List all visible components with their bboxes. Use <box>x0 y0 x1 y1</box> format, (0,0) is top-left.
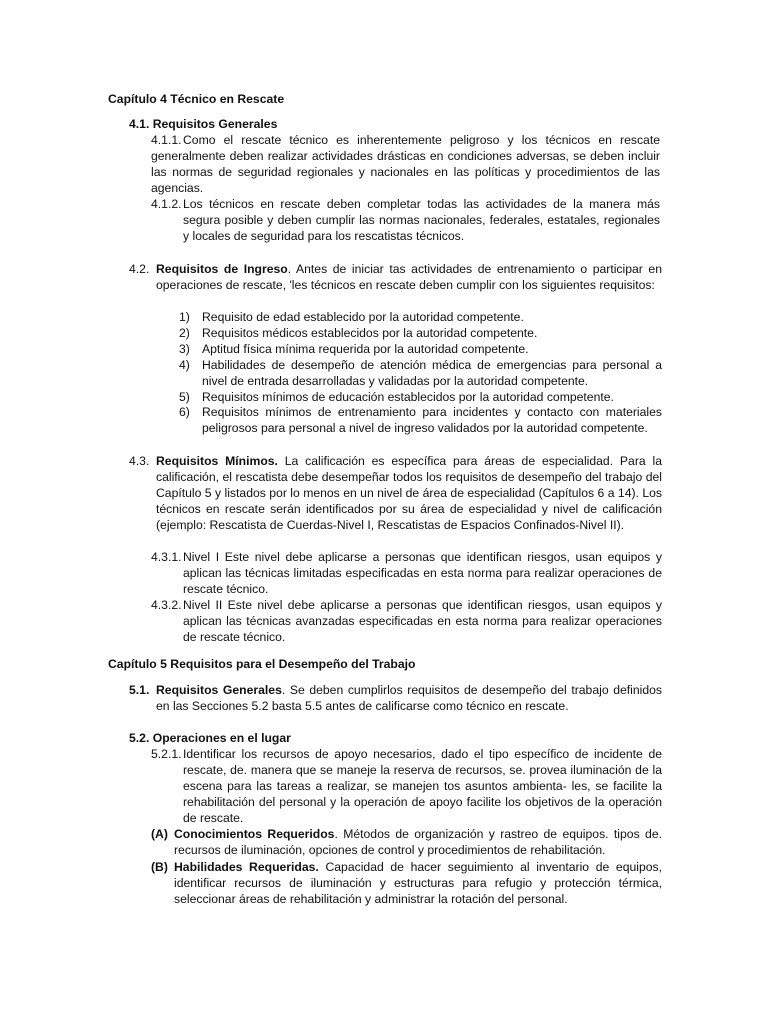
subsection-body: . Métodos de organización y rastreo de equipos. tipos de. recursos de iluminación, opciones de control y procedimientos de rehabilitación. <box>174 827 662 857</box>
section-number: 4.3. <box>129 454 150 468</box>
section-text: La calificación es específica para áreas de especialidad. Para la calificación, el rescatista debe desempeñar todos los requisitos de desempeño del trabajo del Capítulo 5 y listados por lo menos en un nivel de área de especialidad (Capítulos 6 a 14). Los técnicos en rescate serán identificados por su área de especialidad y nivel de calificación (ejemplo: Rescatista de Cuerdas-Nivel I, Rescatistas de Espacios Confinados-Nivel II). <box>156 454 662 532</box>
section-text: . Antes de iniciar tas actividades de entrenamiento o participar en operaciones de rescate, 'les técnicos en rescate deben cumplir con los siguientes requisitos: <box>156 262 662 292</box>
subsection-text <box>151 827 662 859</box>
section-number: 5.1. <box>129 683 150 697</box>
chapter-5-title: Capítulo 5 Requisitos para el Desempeño del Trabajo <box>108 657 416 671</box>
list-item <box>179 342 662 358</box>
section-4-3 <box>129 454 662 534</box>
list-item-number: 1) <box>179 310 190 324</box>
list-item-number: 2) <box>179 325 190 340</box>
list-item-text: Requisitos mínimos de educación establecidos por la autoridad competente. <box>202 389 614 404</box>
paragraph-body: Como el rescate técnico es inherentemente peligroso y los técnicos en rescate generalmente deben realizar actividades drásticas en condiciones adversas, se deben incluir las normas de seguridad regionales y nacionales en las políticas y procedimientos de las agencias. <box>151 133 660 195</box>
paragraph-text <box>151 598 662 646</box>
list-item-number: 4) <box>179 357 190 372</box>
paragraph-4-1-1 <box>151 133 660 197</box>
section-title: Requisitos Mínimos. <box>156 454 278 468</box>
list-item <box>179 310 662 326</box>
paragraph-body: Los técnicos en rescate deben completar todas las actividades de la manera más segura posible y deben cumplir las normas nacionales, federales, estatales, regionales y locales de seguridad para los rescatistas técnicos. <box>183 197 660 243</box>
paragraph-number: 5.2.1. <box>151 747 182 761</box>
subsection-b <box>151 860 662 908</box>
subsection-label: (A) <box>151 827 168 841</box>
paragraph-body: Nivel I Este nivel debe aplicarse a personas que identifican riesgos, usan equipos y aplican las técnicas limitadas especificadas en esta norma para realizar operaciones de rescate técnico. <box>183 550 662 596</box>
paragraph-text <box>151 747 662 827</box>
list-item-number: 3) <box>179 341 190 356</box>
section-4-3-intro <box>129 454 662 534</box>
section-text: . Se deben cumplirlos requisitos de desempeño del trabajo definidos en las Secciones 5.2 basta 5.5 antes de calificarse como técnico en rescate. <box>156 683 662 713</box>
chapter-4-title: Capítulo 4 Técnico en Rescate <box>108 92 285 106</box>
list-item <box>179 390 662 406</box>
paragraph-4-3-1 <box>151 550 662 598</box>
paragraph-4-3-2 <box>151 598 662 646</box>
section-4-1-heading: 4.1. Requisitos Generales <box>129 117 278 131</box>
paragraph-body: Nivel II Este nivel debe aplicarse a personas que identifican riesgos, usan equipos y aplican las técnicas avanzadas especificadas en esta norma para realizar operaciones de rescate técnico. <box>183 598 662 644</box>
paragraph-number: 4.3.1. <box>151 550 182 564</box>
subsection-a <box>151 827 662 859</box>
paragraph-text <box>151 197 660 245</box>
list-item-number: 5) <box>179 389 190 404</box>
list-item-text: Requisitos médicos establecidos por la autoridad competente. <box>202 325 538 340</box>
paragraph-text <box>119 133 660 197</box>
list-item-text: Requisitos mínimos de entrenamiento para incidentes y contacto con materiales peligrosos para personal a nivel de ingreso validados por la autoridad competente. <box>202 405 662 436</box>
list-item-text: Aptitud física mínima requerida por la autoridad competente. <box>202 341 529 356</box>
list-item-text: Requisito de edad establecido por la autoridad competente. <box>202 310 524 324</box>
paragraph-number: 4.3.2. <box>151 598 182 612</box>
section-5-1 <box>129 683 662 715</box>
subsection-title: Conocimientos Requeridos <box>174 827 335 841</box>
paragraph-body: Identificar los recursos de apoyo necesarios, dado el tipo específico de incidente de rescate, de. manera que se maneje la reserva de recursos, se. provea iluminación de la escena para las tareas a realizar, se manejen tos asuntos ambienta- les, se facilite la rehabilitación del personal y la operación de apoyo facilite los objetivos de la operación de rescate. <box>183 747 662 825</box>
paragraph-number: 4.1.2. <box>151 197 182 211</box>
section-5-1-text <box>129 683 662 715</box>
paragraph-4-1-2 <box>151 197 660 245</box>
requirements-list <box>179 310 662 437</box>
subsection-title: Habilidades Requeridas. <box>174 860 319 874</box>
paragraph-number: 4.1.1. <box>151 133 182 147</box>
paragraph-5-2-1 <box>151 747 662 827</box>
list-item <box>179 358 662 390</box>
list-item <box>179 326 662 342</box>
section-5-2-heading: 5.2. Operaciones en el lugar <box>129 731 291 745</box>
list-item-text: Habilidades de desempeño de atención médica de emergencias para personal a nivel de entrada desarrolladas y validadas por la autoridad competente. <box>202 357 662 388</box>
subsection-body: Capacidad de hacer seguimiento al inventario de equipos, identificar recursos de iluminación y estructuras para refugio y protección térmica, seleccionar áreas de rehabilitación y administrar la rotación del personal. <box>174 860 662 906</box>
list-item-number: 6) <box>179 405 190 420</box>
section-title: Requisitos de Ingreso <box>156 262 288 276</box>
subsection-text <box>151 860 662 908</box>
section-title: Requisitos Generales <box>156 683 282 697</box>
subsection-label: (B) <box>151 860 168 874</box>
section-4-2 <box>129 262 662 294</box>
section-number: 4.2. <box>129 262 150 276</box>
section-4-2-intro <box>129 262 662 294</box>
paragraph-text <box>151 550 662 598</box>
list-item <box>179 405 662 437</box>
